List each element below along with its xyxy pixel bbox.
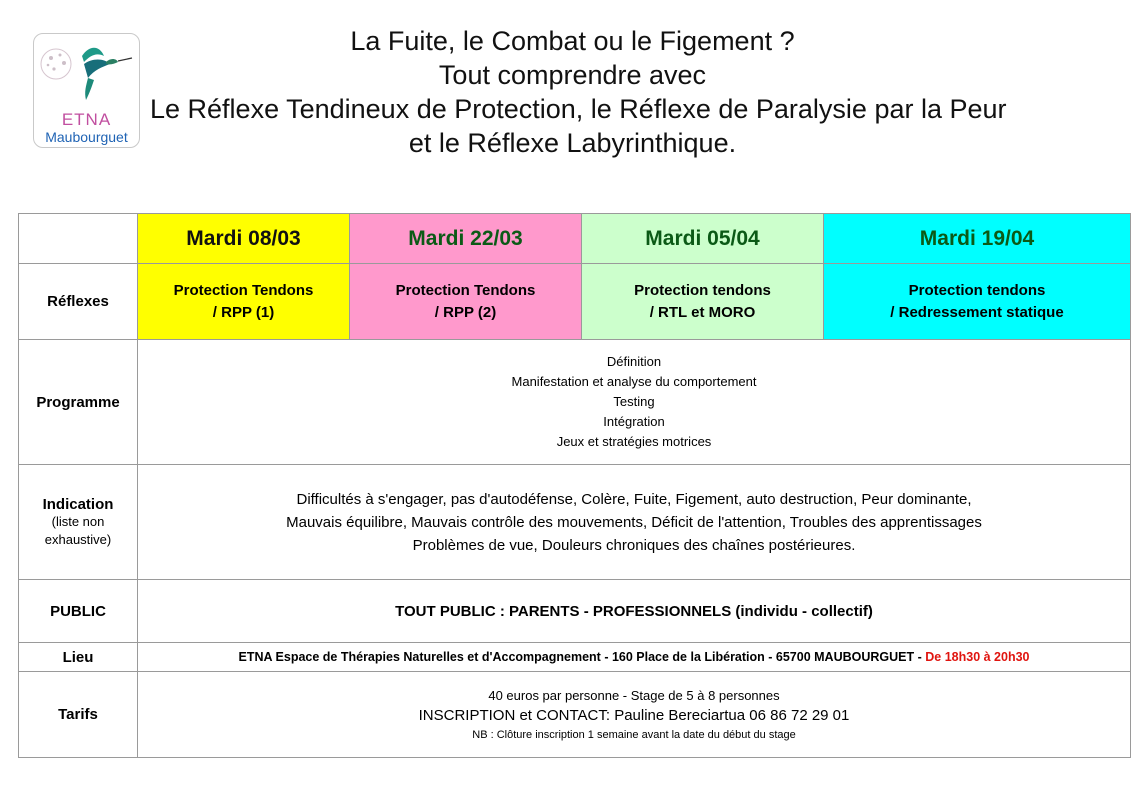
indication-cell [138,465,1131,580]
reflex-cell-1-line-1: Protection Tendons [173,281,314,299]
table-row-dates [19,214,1131,264]
title-line-4: et le Réflexe Labyrinthique. [408,128,737,158]
indication-line-2: Mauvais équilibre, Mauvais contrôle des mouvements, Déficit de l'attention, Troubles des apprentissages [286,513,982,531]
row-label-tarifs: Tarifs [19,672,138,758]
date-cell-3: Mardi 05/04 [582,214,824,264]
indication-line-3: Problèmes de vue, Douleurs chroniques des chaînes postérieures. [412,536,856,554]
lieu-time: De 18h30 à 20h30 [925,650,1030,664]
programme-item: Testing [613,394,655,409]
indication-sublabel-1: (liste non [51,513,105,529]
reflex-cell-1 [138,264,350,340]
programme-item: Intégration [603,414,665,429]
title-line-3: Le Réflexe Tendineux de Protection, le Réflexe de Paralysie par la Peur [150,94,1007,124]
table-row-programme [19,340,1131,465]
row-label-public: PUBLIC [19,580,138,643]
reflex-cell-2-line-1: Protection Tendons [395,281,536,299]
indication-sublabel-2: exhaustive) [44,531,112,547]
reflex-cell-2-line-2: / RPP (2) [434,303,497,321]
row-label-reflexes: Réflexes [19,264,138,340]
indication-line-1: Difficultés à s'engager, pas d'autodéfense, Colère, Fuite, Figement, auto destruction, Peur dominante, [296,490,972,508]
tarifs-cell [138,672,1131,758]
title-line-1: La Fuite, le Combat ou le Figement ? [350,26,795,56]
lieu-address: ETNA Espace de Thérapies Naturelles et d'Accompagnement - 160 Place de la Libération - 65700 MAUBOURGUET - [238,650,926,664]
table-row-reflexes [19,264,1131,340]
row-label-lieu: Lieu [19,643,138,672]
corner-cell [19,214,138,264]
date-cell-1: Mardi 08/03 [138,214,350,264]
reflex-cell-3-line-2: / RTL et MORO [649,303,756,321]
programme-item: Manifestation et analyse du comportement [511,374,757,389]
date-cell-4: Mardi 19/04 [824,214,1131,264]
table-row-lieu [19,643,1131,672]
reflex-cell-3 [582,264,824,340]
page-title [150,24,1007,160]
row-label-programme: Programme [19,340,138,465]
tarifs-note: NB : Clôture inscription 1 semaine avant la date du début du stage [472,728,796,741]
logo-city-text: Maubourguet [45,129,128,145]
reflex-cell-3-line-1: Protection tendons [634,281,771,299]
tarifs-contact: INSCRIPTION et CONTACT: Pauline Bereciartua 06 86 72 29 01 [418,706,850,724]
lieu-cell [138,643,1131,672]
table-row-indication [19,465,1131,580]
reflex-cell-4-line-2: / Redressement statique [890,303,1064,321]
hummingbird-icon [34,34,141,114]
reflex-cell-1-line-2: / RPP (1) [212,303,275,321]
tarifs-price: 40 euros par personne - Stage de 5 à 8 personnes [488,687,780,703]
public-cell: TOUT PUBLIC : PARENTS - PROFESSIONNELS (individu - collectif) [138,580,1131,643]
reflex-cell-2 [350,264,582,340]
date-cell-2: Mardi 22/03 [350,214,582,264]
programme-item: Définition [606,354,662,369]
table-row-public [19,580,1131,643]
logo-etna-text: ETNA [61,110,112,129]
row-label-indication [19,465,138,580]
reflex-cell-4 [824,264,1131,340]
reflex-cell-4-line-1: Protection tendons [908,281,1046,299]
schedule-table [18,213,1131,758]
table-row-tarifs [19,672,1131,758]
title-line-2: Tout comprendre avec [438,60,707,90]
etna-logo [33,33,140,148]
programme-item: Jeux et stratégies motrices [556,434,712,449]
indication-label: Indication [42,495,114,513]
programme-cell [138,340,1131,465]
